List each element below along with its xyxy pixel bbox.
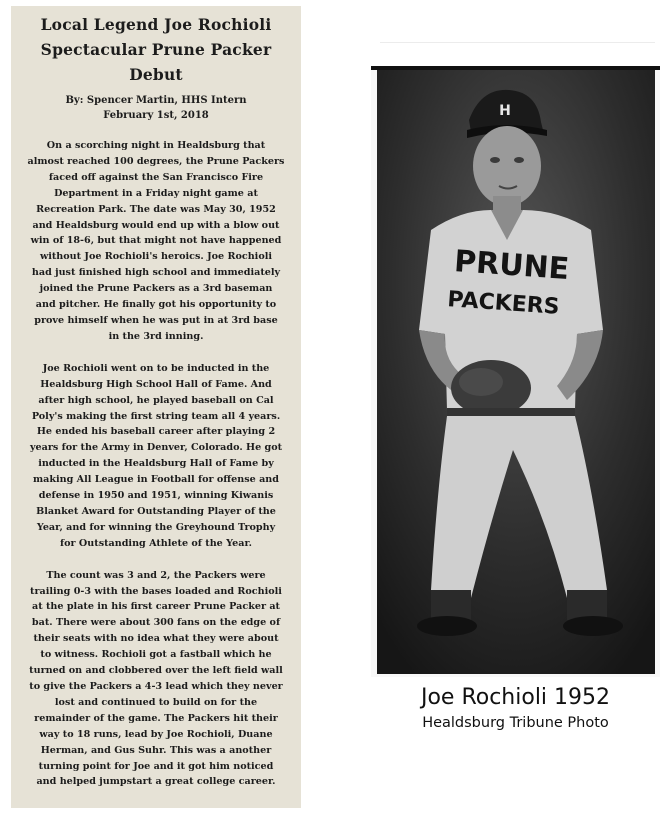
paragraph-line: On a scorching night in Healdsburg that	[46, 140, 266, 151]
cap-letter: H	[499, 103, 511, 119]
paragraph-line: Healdsburg High School Hall of Fame. And	[40, 378, 272, 390]
paragraph-line: defense in 1950 and 1951, winning Kiwanis	[38, 490, 274, 502]
paragraph-line: Department in a Friday night game at	[54, 187, 258, 199]
paragraph-line: turned on and clobbered over the left field wall	[29, 665, 283, 677]
paragraph-line: lost and continued to build on for the	[54, 696, 258, 708]
paragraph-line: faced off against the San Francisco Fire	[48, 171, 264, 183]
paragraph-line: turning point for Joe and it got him noticed	[38, 760, 274, 772]
paragraph-line: remainder of the game. The Packers hit their	[34, 712, 278, 724]
paragraph-line: bat. There were about 300 fans on the edge of	[31, 617, 281, 629]
photo-caption-title: Joe Rochioli 1952	[420, 685, 611, 710]
paragraph-line: and Healdsburg would end up with a blow out	[32, 219, 280, 231]
paragraph-line: years for the Army in Denver, Colorado. He got	[29, 442, 283, 454]
paragraph-line: and helped jumpstart a great college career.	[36, 776, 276, 788]
byline-date: February 1st, 2018	[103, 110, 209, 121]
paragraph-line: at the plate in his first career Prune Packer at	[32, 601, 280, 613]
player-face	[473, 126, 541, 206]
paragraph-line: way to 18 runs, lead by Joe Rochioli, Duane	[39, 728, 273, 740]
paragraph-line: had just finished high school and immediately	[31, 267, 281, 279]
paragraph-line: without Joe Rochioli's heroics. Joe Rochioli	[39, 251, 273, 263]
headline-line: Local Legend Joe Rochioli	[40, 15, 272, 34]
byline-author: By: Spencer Martin, HHS Intern	[65, 95, 247, 106]
paragraph-line: Recreation Park. The date was May 30, 1952	[36, 203, 276, 215]
paragraph-line: in the 3rd inning.	[108, 330, 204, 342]
article-paragraph-3	[25, 568, 287, 791]
article-paragraph-1	[25, 138, 287, 345]
paragraph-line: almost reached 100 degrees, the Prune Packers	[27, 155, 285, 167]
headline-line: Spectacular Prune Packer	[40, 40, 272, 59]
player-photo	[371, 70, 660, 677]
newspaper-article	[11, 6, 301, 808]
article-paragraph-2	[25, 361, 287, 552]
player-photo-frame	[371, 66, 660, 677]
jersey-text-packers: PACKERS	[446, 287, 561, 320]
paragraph-line: Poly's making the first string team all 4 years.	[31, 410, 281, 422]
paragraph-line: trailing 0-3 with the bases loaded and Rochioli	[30, 585, 282, 597]
paragraph-line: Year, and for winning the Greyhound Trophy	[36, 521, 276, 533]
paragraph-line: their seats with no idea what they were about	[33, 633, 279, 645]
paragraph-line: prove himself when he was put in at 3rd base	[34, 314, 278, 326]
paragraph-line: to witness. Rochioli got a fastball which he	[40, 649, 272, 661]
paragraph-line: and pitcher. He finally got his opportunity to	[35, 299, 277, 311]
paragraph-line: joined the Prune Packers as a 3rd baseman	[39, 283, 273, 295]
paragraph-line: The count was 3 and 2, the Packers were	[46, 569, 266, 581]
paragraph-line: Blanket Award for Outstanding Player of the	[36, 505, 276, 517]
article-headline	[25, 12, 287, 87]
divider-line	[380, 42, 655, 43]
paragraph-line: He ended his baseball career after playing 2	[36, 426, 276, 438]
headline-line: Debut	[129, 65, 183, 84]
paragraph-line: after high school, he played baseball on Cal	[38, 394, 274, 406]
photo-caption-credit: Healdsburg Tribune Photo	[422, 715, 609, 731]
article-byline	[25, 93, 287, 123]
paragraph-line: Herman, and Gus Suhr. This was a another	[40, 744, 272, 756]
paragraph-line: making All League in Football for offense and	[33, 474, 279, 486]
paragraph-line: inducted in the Healdsburg Hall of Fame by	[38, 458, 274, 470]
paragraph-line: win of 18-6, but that might not have happened	[30, 235, 282, 247]
paragraph-line: Joe Rochioli went on to be inducted in the	[42, 362, 270, 374]
paragraph-line: to give the Packers a 4-3 lead which they never	[29, 681, 283, 692]
jersey-text-prune: PRUNE	[453, 244, 571, 287]
paragraph-line: for Outstanding Athlete of the Year.	[60, 537, 252, 549]
